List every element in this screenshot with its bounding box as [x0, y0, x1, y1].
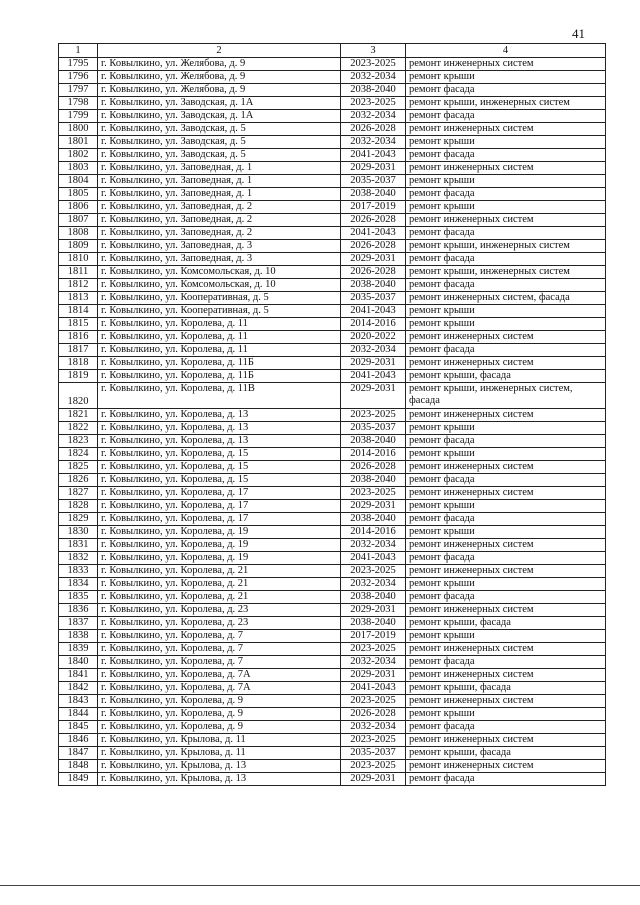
- period-cell: 2041-2043: [341, 149, 406, 162]
- row-number-cell: 1808: [59, 227, 98, 240]
- address-cell: г. Ковылкино, ул. Королева, д. 11Б: [98, 357, 341, 370]
- row-number-cell: 1825: [59, 461, 98, 474]
- row-number-cell: 1833: [59, 565, 98, 578]
- period-cell: 2014-2016: [341, 448, 406, 461]
- work-type-cell: ремонт инженерных систем: [406, 695, 606, 708]
- row-number-cell: 1812: [59, 279, 98, 292]
- header-col-3: 3: [341, 44, 406, 58]
- period-cell: 2029-2031: [341, 383, 406, 409]
- table-row: [59, 71, 606, 84]
- work-type-cell: ремонт фасада: [406, 591, 606, 604]
- address-cell: г. Ковылкино, ул. Королева, д. 19: [98, 539, 341, 552]
- row-number-cell: 1823: [59, 435, 98, 448]
- row-number-cell: 1796: [59, 71, 98, 84]
- period-cell: 2023-2025: [341, 695, 406, 708]
- table-row: [59, 604, 606, 617]
- period-cell: 2041-2043: [341, 305, 406, 318]
- row-number-cell: 1817: [59, 344, 98, 357]
- table-row: [59, 58, 606, 71]
- period-cell: 2032-2034: [341, 136, 406, 149]
- page-bottom-rule: [0, 885, 640, 886]
- table-body: [59, 58, 606, 786]
- table-row: [59, 591, 606, 604]
- row-number-cell: 1847: [59, 747, 98, 760]
- table-row: [59, 149, 606, 162]
- row-number-cell: 1843: [59, 695, 98, 708]
- work-type-cell: ремонт фасада: [406, 474, 606, 487]
- row-number-cell: 1797: [59, 84, 98, 97]
- period-cell: 2014-2016: [341, 526, 406, 539]
- address-cell: г. Ковылкино, ул. Заповедная, д. 2: [98, 227, 341, 240]
- period-cell: 2041-2043: [341, 227, 406, 240]
- row-number-cell: 1827: [59, 487, 98, 500]
- repair-schedule-table: [58, 43, 606, 786]
- work-type-cell: ремонт крыши, фасада: [406, 370, 606, 383]
- table-row: [59, 513, 606, 526]
- address-cell: г. Ковылкино, ул. Заводская, д. 5: [98, 136, 341, 149]
- work-type-cell: ремонт фасада: [406, 773, 606, 786]
- work-type-cell: ремонт фасада: [406, 435, 606, 448]
- period-cell: 2023-2025: [341, 58, 406, 71]
- period-cell: 2023-2025: [341, 487, 406, 500]
- row-number-cell: 1839: [59, 643, 98, 656]
- address-cell: г. Ковылкино, ул. Королева, д. 13: [98, 422, 341, 435]
- row-number-cell: 1798: [59, 97, 98, 110]
- address-cell: г. Ковылкино, ул. Заповедная, д. 3: [98, 253, 341, 266]
- row-number-cell: 1811: [59, 266, 98, 279]
- address-cell: г. Ковылкино, ул. Желябова, д. 9: [98, 58, 341, 71]
- address-cell: г. Ковылкино, ул. Королева, д. 15: [98, 461, 341, 474]
- address-cell: г. Ковылкино, ул. Крылова, д. 11: [98, 747, 341, 760]
- period-cell: 2020-2022: [341, 331, 406, 344]
- table-row: [59, 747, 606, 760]
- table-row: [59, 578, 606, 591]
- work-type-cell: ремонт крыши: [406, 708, 606, 721]
- row-number-cell: 1820: [59, 383, 98, 409]
- table-row: [59, 84, 606, 97]
- table-row: [59, 344, 606, 357]
- work-type-cell: ремонт инженерных систем: [406, 461, 606, 474]
- address-cell: г. Ковылкино, ул. Королева, д. 11: [98, 318, 341, 331]
- address-cell: г. Ковылкино, ул. Королева, д. 7: [98, 630, 341, 643]
- work-type-cell: ремонт крыши, инженерных систем: [406, 97, 606, 110]
- table-row: [59, 617, 606, 630]
- period-cell: 2023-2025: [341, 97, 406, 110]
- row-number-cell: 1813: [59, 292, 98, 305]
- period-cell: 2029-2031: [341, 773, 406, 786]
- header-col-4: 4: [406, 44, 606, 58]
- period-cell: 2026-2028: [341, 123, 406, 136]
- work-type-cell: ремонт инженерных систем: [406, 487, 606, 500]
- work-type-cell: ремонт крыши: [406, 526, 606, 539]
- table-row: [59, 227, 606, 240]
- work-type-cell: ремонт крыши: [406, 305, 606, 318]
- work-type-cell: ремонт крыши: [406, 318, 606, 331]
- row-number-cell: 1810: [59, 253, 98, 266]
- period-cell: 2038-2040: [341, 617, 406, 630]
- row-number-cell: 1848: [59, 760, 98, 773]
- table-row: [59, 266, 606, 279]
- row-number-cell: 1835: [59, 591, 98, 604]
- table-row: [59, 695, 606, 708]
- period-cell: 2026-2028: [341, 214, 406, 227]
- row-number-cell: 1845: [59, 721, 98, 734]
- row-number-cell: 1819: [59, 370, 98, 383]
- period-cell: 2038-2040: [341, 188, 406, 201]
- address-cell: г. Ковылкино, ул. Кооперативная, д. 5: [98, 292, 341, 305]
- period-cell: 2041-2043: [341, 552, 406, 565]
- work-type-cell: ремонт инженерных систем: [406, 734, 606, 747]
- table-row: [59, 331, 606, 344]
- row-number-cell: 1800: [59, 123, 98, 136]
- address-cell: г. Ковылкино, ул. Заводская, д. 1А: [98, 110, 341, 123]
- row-number-cell: 1837: [59, 617, 98, 630]
- table-row: [59, 773, 606, 786]
- table-row: [59, 279, 606, 292]
- period-cell: 2029-2031: [341, 604, 406, 617]
- work-type-cell: ремонт фасада: [406, 656, 606, 669]
- row-number-cell: 1804: [59, 175, 98, 188]
- work-type-cell: ремонт инженерных систем: [406, 214, 606, 227]
- address-cell: г. Ковылкино, ул. Королева, д. 17: [98, 513, 341, 526]
- work-type-cell: ремонт фасада: [406, 149, 606, 162]
- period-cell: 2029-2031: [341, 253, 406, 266]
- work-type-cell: ремонт крыши: [406, 201, 606, 214]
- row-number-cell: 1838: [59, 630, 98, 643]
- period-cell: 2032-2034: [341, 110, 406, 123]
- table-row: [59, 201, 606, 214]
- period-cell: 2017-2019: [341, 201, 406, 214]
- work-type-cell: ремонт фасада: [406, 513, 606, 526]
- work-type-cell: ремонт фасада: [406, 110, 606, 123]
- table-row: [59, 461, 606, 474]
- table-row: [59, 214, 606, 227]
- header-row: [59, 44, 606, 58]
- period-cell: 2023-2025: [341, 565, 406, 578]
- work-type-cell: ремонт крыши: [406, 136, 606, 149]
- address-cell: г. Ковылкино, ул. Крылова, д. 13: [98, 773, 341, 786]
- period-cell: 2032-2034: [341, 721, 406, 734]
- table-row: [59, 123, 606, 136]
- row-number-cell: 1822: [59, 422, 98, 435]
- address-cell: г. Ковылкино, ул. Королева, д. 7А: [98, 669, 341, 682]
- header-col-1: 1: [59, 44, 98, 58]
- period-cell: 2014-2016: [341, 318, 406, 331]
- work-type-cell: ремонт крыши: [406, 630, 606, 643]
- table-row: [59, 448, 606, 461]
- row-number-cell: 1846: [59, 734, 98, 747]
- table-row: [59, 435, 606, 448]
- period-cell: 2032-2034: [341, 578, 406, 591]
- address-cell: г. Ковылкино, ул. Заповедная, д. 2: [98, 214, 341, 227]
- work-type-cell: ремонт крыши: [406, 71, 606, 84]
- work-type-cell: ремонт инженерных систем, фасада: [406, 292, 606, 305]
- row-number-cell: 1832: [59, 552, 98, 565]
- address-cell: г. Ковылкино, ул. Королева, д. 11: [98, 331, 341, 344]
- table-row: [59, 318, 606, 331]
- period-cell: 2029-2031: [341, 357, 406, 370]
- table-header: [59, 44, 606, 58]
- work-type-cell: ремонт инженерных систем: [406, 565, 606, 578]
- work-type-cell: ремонт крыши: [406, 448, 606, 461]
- table-row: [59, 643, 606, 656]
- row-number-cell: 1831: [59, 539, 98, 552]
- period-cell: 2026-2028: [341, 266, 406, 279]
- work-type-cell: ремонт крыши, фасада: [406, 747, 606, 760]
- table-row: [59, 500, 606, 513]
- row-number-cell: 1824: [59, 448, 98, 461]
- table-row: [59, 422, 606, 435]
- work-type-cell: ремонт крыши, фасада: [406, 682, 606, 695]
- period-cell: 2041-2043: [341, 682, 406, 695]
- work-type-cell: ремонт инженерных систем: [406, 539, 606, 552]
- address-cell: г. Ковылкино, ул. Королева, д. 19: [98, 526, 341, 539]
- work-type-cell: ремонт крыши: [406, 578, 606, 591]
- work-type-cell: ремонт фасада: [406, 84, 606, 97]
- row-number-cell: 1826: [59, 474, 98, 487]
- address-cell: г. Ковылкино, ул. Королева, д. 17: [98, 487, 341, 500]
- table-row: [59, 565, 606, 578]
- period-cell: 2035-2037: [341, 747, 406, 760]
- period-cell: 2038-2040: [341, 474, 406, 487]
- address-cell: г. Ковылкино, ул. Заповедная, д. 1: [98, 175, 341, 188]
- work-type-cell: ремонт инженерных систем: [406, 162, 606, 175]
- table-row: [59, 539, 606, 552]
- period-cell: 2023-2025: [341, 409, 406, 422]
- row-number-cell: 1841: [59, 669, 98, 682]
- address-cell: г. Ковылкино, ул. Заповедная, д. 1: [98, 188, 341, 201]
- period-cell: 2038-2040: [341, 84, 406, 97]
- work-type-cell: ремонт крыши, фасада: [406, 617, 606, 630]
- address-cell: г. Ковылкино, ул. Комсомольская, д. 10: [98, 279, 341, 292]
- row-number-cell: 1842: [59, 682, 98, 695]
- address-cell: г. Ковылкино, ул. Королева, д. 15: [98, 474, 341, 487]
- row-number-cell: 1830: [59, 526, 98, 539]
- row-number-cell: 1805: [59, 188, 98, 201]
- period-cell: 2017-2019: [341, 630, 406, 643]
- row-number-cell: 1807: [59, 214, 98, 227]
- address-cell: г. Ковылкино, ул. Королева, д. 21: [98, 565, 341, 578]
- work-type-cell: ремонт фасада: [406, 279, 606, 292]
- period-cell: 2035-2037: [341, 292, 406, 305]
- table-row: [59, 305, 606, 318]
- period-cell: 2026-2028: [341, 708, 406, 721]
- period-cell: 2038-2040: [341, 513, 406, 526]
- address-cell: г. Ковылкино, ул. Королева, д. 19: [98, 552, 341, 565]
- table-row: [59, 383, 606, 409]
- row-number-cell: 1829: [59, 513, 98, 526]
- address-cell: г. Ковылкино, ул. Королева, д. 9: [98, 721, 341, 734]
- table-row: [59, 669, 606, 682]
- table-row: [59, 240, 606, 253]
- period-cell: 2032-2034: [341, 656, 406, 669]
- period-cell: 2029-2031: [341, 669, 406, 682]
- work-type-cell: ремонт фасада: [406, 344, 606, 357]
- work-type-cell: ремонт инженерных систем: [406, 123, 606, 136]
- work-type-cell: ремонт крыши, инженерных систем: [406, 240, 606, 253]
- row-number-cell: 1802: [59, 149, 98, 162]
- address-cell: г. Ковылкино, ул. Королева, д. 7А: [98, 682, 341, 695]
- address-cell: г. Ковылкино, ул. Заводская, д. 1А: [98, 97, 341, 110]
- table-row: [59, 175, 606, 188]
- table-row: [59, 734, 606, 747]
- period-cell: 2026-2028: [341, 240, 406, 253]
- period-cell: 2035-2037: [341, 422, 406, 435]
- row-number-cell: 1821: [59, 409, 98, 422]
- work-type-cell: ремонт крыши: [406, 175, 606, 188]
- address-cell: г. Ковылкино, ул. Королева, д. 23: [98, 604, 341, 617]
- work-type-cell: ремонт фасада: [406, 188, 606, 201]
- row-number-cell: 1840: [59, 656, 98, 669]
- address-cell: г. Ковылкино, ул. Королева, д. 7: [98, 643, 341, 656]
- address-cell: г. Ковылкино, ул. Королева, д. 9: [98, 708, 341, 721]
- address-cell: г. Ковылкино, ул. Королева, д. 11Б: [98, 370, 341, 383]
- address-cell: г. Ковылкино, ул. Королева, д. 21: [98, 591, 341, 604]
- table-row: [59, 292, 606, 305]
- work-type-cell: ремонт фасада: [406, 721, 606, 734]
- table-row: [59, 656, 606, 669]
- table-row: [59, 136, 606, 149]
- period-cell: 2029-2031: [341, 500, 406, 513]
- address-cell: г. Ковылкино, ул. Королева, д. 13: [98, 435, 341, 448]
- period-cell: 2041-2043: [341, 370, 406, 383]
- row-number-cell: 1815: [59, 318, 98, 331]
- table-row: [59, 370, 606, 383]
- period-cell: 2038-2040: [341, 279, 406, 292]
- period-cell: 2032-2034: [341, 71, 406, 84]
- table-row: [59, 253, 606, 266]
- work-type-cell: ремонт инженерных систем: [406, 58, 606, 71]
- row-number-cell: 1799: [59, 110, 98, 123]
- work-type-cell: ремонт крыши: [406, 500, 606, 513]
- row-number-cell: 1816: [59, 331, 98, 344]
- table-row: [59, 526, 606, 539]
- work-type-cell: ремонт инженерных систем: [406, 604, 606, 617]
- page-number: 41: [572, 26, 585, 41]
- address-cell: г. Ковылкино, ул. Крылова, д. 13: [98, 760, 341, 773]
- address-cell: г. Ковылкино, ул. Желябова, д. 9: [98, 71, 341, 84]
- row-number-cell: 1844: [59, 708, 98, 721]
- address-cell: г. Ковылкино, ул. Королева, д. 17: [98, 500, 341, 513]
- period-cell: 2026-2028: [341, 461, 406, 474]
- row-number-cell: 1834: [59, 578, 98, 591]
- row-number-cell: 1801: [59, 136, 98, 149]
- work-type-cell: ремонт фасада: [406, 253, 606, 266]
- address-cell: г. Ковылкино, ул. Желябова, д. 9: [98, 84, 341, 97]
- work-type-cell: ремонт инженерных систем: [406, 669, 606, 682]
- address-cell: г. Ковылкино, ул. Заповедная, д. 3: [98, 240, 341, 253]
- table-row: [59, 487, 606, 500]
- address-cell: г. Ковылкино, ул. Заводская, д. 5: [98, 149, 341, 162]
- row-number-cell: 1849: [59, 773, 98, 786]
- header-col-2: 2: [98, 44, 341, 58]
- period-cell: 2032-2034: [341, 539, 406, 552]
- address-cell: г. Ковылкино, ул. Комсомольская, д. 10: [98, 266, 341, 279]
- period-cell: 2032-2034: [341, 344, 406, 357]
- address-cell: г. Ковылкино, ул. Королева, д. 15: [98, 448, 341, 461]
- period-cell: 2023-2025: [341, 643, 406, 656]
- work-type-cell: ремонт крыши, инженерных систем: [406, 266, 606, 279]
- address-cell: г. Ковылкино, ул. Королева, д. 9: [98, 695, 341, 708]
- row-number-cell: 1836: [59, 604, 98, 617]
- row-number-cell: 1809: [59, 240, 98, 253]
- table-row: [59, 708, 606, 721]
- row-number-cell: 1818: [59, 357, 98, 370]
- work-type-cell: ремонт крыши: [406, 422, 606, 435]
- row-number-cell: 1814: [59, 305, 98, 318]
- table-row: [59, 552, 606, 565]
- address-cell: г. Ковылкино, ул. Королева, д. 21: [98, 578, 341, 591]
- table-row: [59, 474, 606, 487]
- row-number-cell: 1795: [59, 58, 98, 71]
- table-row: [59, 110, 606, 123]
- table-row: [59, 682, 606, 695]
- work-type-cell: ремонт фасада: [406, 552, 606, 565]
- row-number-cell: 1806: [59, 201, 98, 214]
- period-cell: 2029-2031: [341, 162, 406, 175]
- work-type-cell: ремонт инженерных систем: [406, 643, 606, 656]
- table-row: [59, 162, 606, 175]
- period-cell: 2038-2040: [341, 435, 406, 448]
- address-cell: г. Ковылкино, ул. Королева, д. 13: [98, 409, 341, 422]
- table-row: [59, 630, 606, 643]
- address-cell: г. Ковылкино, ул. Крылова, д. 11: [98, 734, 341, 747]
- work-type-cell: ремонт инженерных систем: [406, 331, 606, 344]
- table-row: [59, 721, 606, 734]
- work-type-cell: ремонт инженерных систем: [406, 760, 606, 773]
- address-cell: г. Ковылкино, ул. Королева, д. 11: [98, 344, 341, 357]
- row-number-cell: 1828: [59, 500, 98, 513]
- table-row: [59, 188, 606, 201]
- work-type-cell: ремонт инженерных систем: [406, 409, 606, 422]
- address-cell: г. Ковылкино, ул. Заводская, д. 5: [98, 123, 341, 136]
- work-type-cell: ремонт инженерных систем: [406, 357, 606, 370]
- table-row: [59, 357, 606, 370]
- period-cell: 2038-2040: [341, 591, 406, 604]
- work-type-cell: ремонт крыши, инженерных систем, фасада: [406, 383, 606, 409]
- row-number-cell: 1803: [59, 162, 98, 175]
- period-cell: 2035-2037: [341, 175, 406, 188]
- period-cell: 2023-2025: [341, 734, 406, 747]
- address-cell: г. Ковылкино, ул. Кооперативная, д. 5: [98, 305, 341, 318]
- address-cell: г. Ковылкино, ул. Заповедная, д. 1: [98, 162, 341, 175]
- table-row: [59, 97, 606, 110]
- period-cell: 2023-2025: [341, 760, 406, 773]
- address-cell: г. Ковылкино, ул. Королева, д. 7: [98, 656, 341, 669]
- address-cell: г. Ковылкино, ул. Королева, д. 23: [98, 617, 341, 630]
- work-type-cell: ремонт фасада: [406, 227, 606, 240]
- address-cell: г. Ковылкино, ул. Королева, д. 11В: [98, 383, 341, 409]
- table-row: [59, 760, 606, 773]
- address-cell: г. Ковылкино, ул. Заповедная, д. 2: [98, 201, 341, 214]
- table-row: [59, 409, 606, 422]
